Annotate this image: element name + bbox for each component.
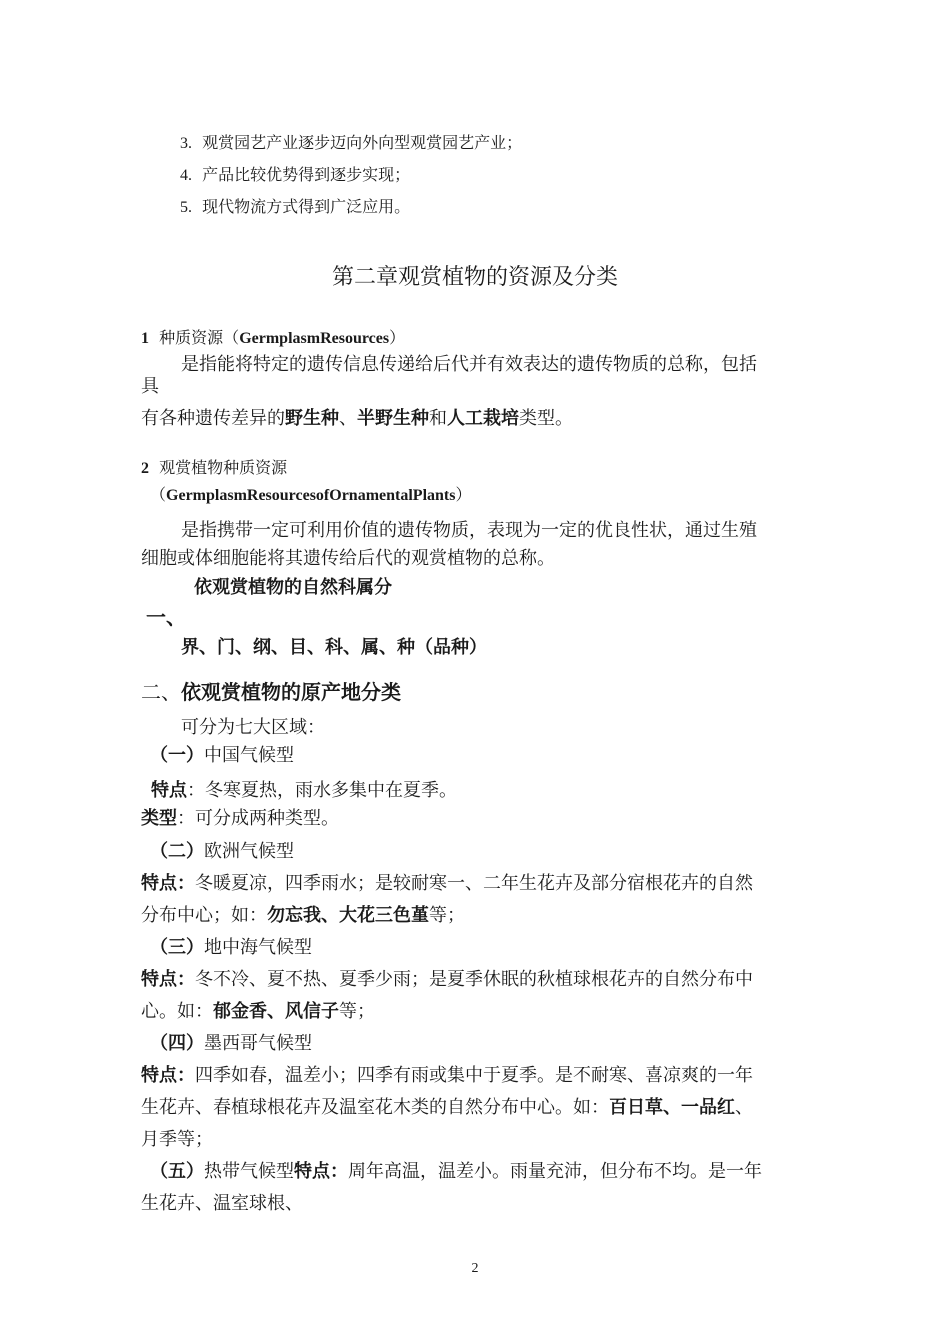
section-one-heading: 依观赏植物的自然科属分 <box>194 577 392 596</box>
region-3-line: 特点：冬不冷、夏不热、夏季少雨；是夏季休眠的秋植球根花卉的自然分布中 <box>141 969 753 990</box>
region-3-line: 心。如：郁金香、风信子等； <box>141 1001 375 1022</box>
section-2-line: 是指携带一定可利用价值的遗传物质，表现为一定的优良性状，通过生殖 <box>181 520 757 541</box>
region-5-heading: （五）热带气候型特点：周年高温，温差小。雨量充沛，但分布不均。是一年 <box>150 1161 762 1182</box>
list-item: 4. 产品比较优势得到逐步实现； <box>180 165 411 184</box>
region-4-line: 特点：四季如春，温差小；四季有雨或集中于夏季。是不耐寒、喜凉爽的一年 <box>141 1065 753 1086</box>
section-two-intro: 可分为七大区域： <box>181 717 325 737</box>
region-2-line: 特点：冬暖夏凉，四季雨水；是较耐寒一、二年生花卉及部分宿根花卉的自然 <box>141 873 753 894</box>
region-1-type: 类型：可分成两种类型。 <box>141 808 339 829</box>
section-1-heading: 1 种质资源（GermplasmResources） <box>141 328 406 347</box>
region-1-heading: （一）中国气候型 <box>150 745 294 766</box>
region-5-line: 生花卉、温室球根、 <box>141 1193 303 1214</box>
region-3-heading: （三）地中海气候型 <box>150 937 312 958</box>
list-item: 5. 现代物流方式得到广泛应用。 <box>180 197 411 216</box>
section-2-heading: 2 观赏植物种质资源 <box>141 458 288 477</box>
region-2-line: 分布中心；如：勿忘我、大花三色堇等； <box>141 905 465 926</box>
page-number: 2 <box>471 1261 479 1276</box>
region-4-heading: （四）墨西哥气候型 <box>150 1033 312 1054</box>
section-2-line: 细胞或体细胞能将其遗传给后代的观赏植物的总称。 <box>141 548 555 569</box>
section-1-line: 是指能将特定的遗传信息传递给后代并有效表达的遗传物质的总称，包括 <box>181 354 757 375</box>
taxonomy-ranks: 界、门、纲、目、科、属、种（品种） <box>181 637 487 658</box>
region-4-line: 月季等； <box>141 1129 213 1150</box>
region-4-line: 生花卉、春植球根花卉及温室花木类的自然分布中心。如：百日草、一品红、 <box>141 1097 753 1118</box>
region-2-heading: （二）欧洲气候型 <box>150 841 294 862</box>
chapter-title: 第二章观赏植物的资源及分类 <box>331 264 618 289</box>
region-1-feature: 特点：冬寒夏热，雨水多集中在夏季。 <box>151 780 457 801</box>
section-1-line: 有各种遗传差异的野生种、半野生种和人工栽培类型。 <box>141 408 573 429</box>
section-2-heading-en: （GermplasmResourcesofOrnamentalPlants） <box>150 485 472 504</box>
section-1-line: 具 <box>141 376 159 397</box>
list-item: 3. 观赏园艺产业逐步迈向外向型观赏园艺产业； <box>180 133 523 152</box>
section-one-marker: 一、 <box>146 605 186 629</box>
section-two-heading: 二、依观赏植物的原产地分类 <box>141 680 401 704</box>
